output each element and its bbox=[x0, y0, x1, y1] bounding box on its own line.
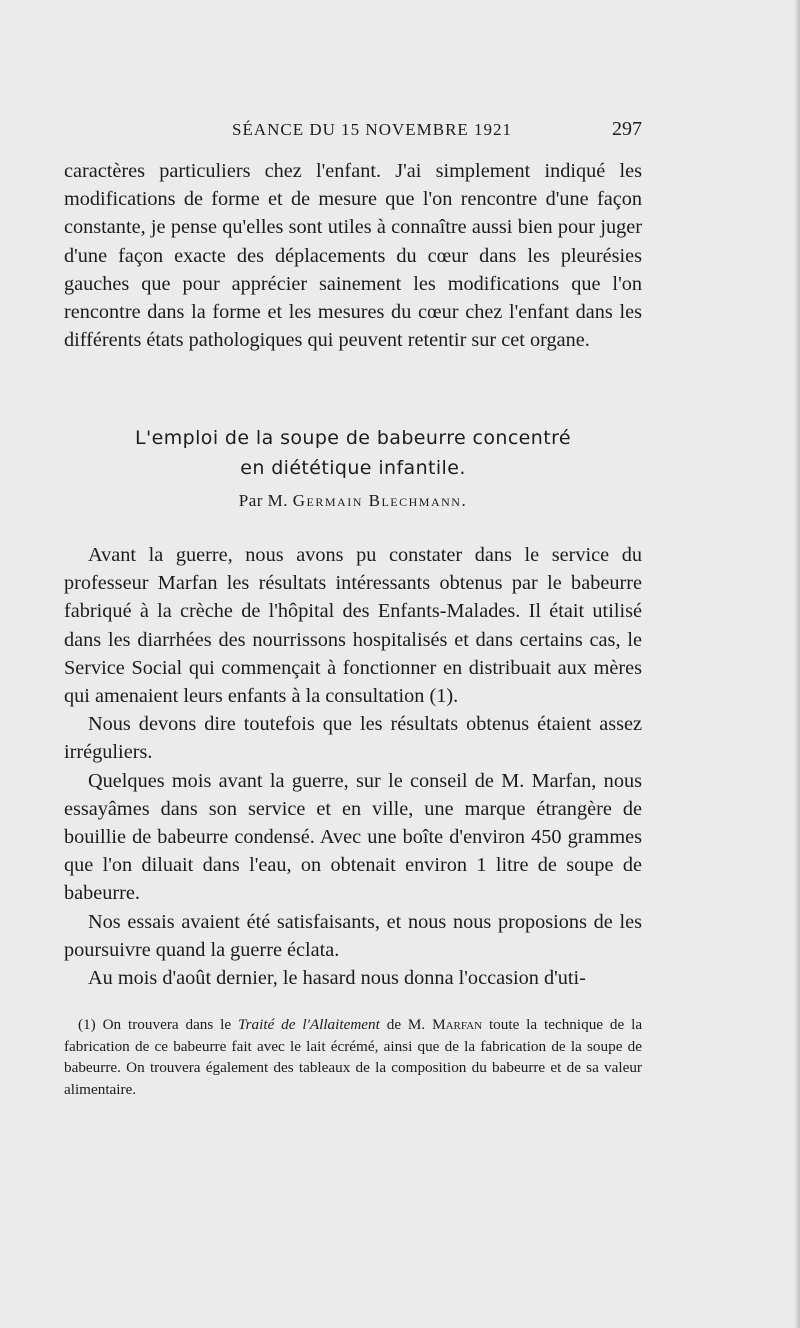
footnote-marker: (1) bbox=[78, 1016, 96, 1033]
footnote-author: Marfan bbox=[432, 1016, 483, 1033]
footnote-after-title: de M. bbox=[386, 1016, 426, 1033]
article-title-line-2: en diététique infantile. bbox=[240, 457, 466, 479]
continuation-paragraph: caractères particuliers chez l'enfant. J'ai simplement indiqué les modifications de forme et de mesure que l'on rencontre d'une façon constante, je pense qu'elles sont utiles à connaître aussi bien pour juger d'une façon exacte des déplacements du cœur dans les pleurésies gauches que pour apprécier sainement les modifications que l'on rencontre dans la forme et les mesures du cœur chez l'enfant dans les différents états pathologiques qui peuvent retentir sur cet organe. bbox=[64, 160, 642, 352]
byline-prefix: Par M. bbox=[238, 491, 289, 510]
footnote bbox=[64, 1014, 642, 1100]
article-title-line-1: L'emploi de la soupe de babeurre concentré bbox=[135, 427, 571, 449]
page-number: 297 bbox=[612, 118, 642, 140]
running-head bbox=[64, 118, 642, 146]
article-paragraph: Nous devons dire toutefois que les résultats obtenus étaient assez irréguliers. bbox=[64, 713, 642, 764]
article-body bbox=[64, 541, 642, 992]
article-paragraph: Nos essais avaient été satisfaisants, et nous nous proposions de les poursuivre quand la guerre éclata. bbox=[64, 910, 642, 961]
running-head-title: SÉANCE DU 15 NOVEMBRE 1921 bbox=[232, 120, 513, 139]
byline-author: Germain Blechmann. bbox=[292, 491, 468, 510]
footnote-book-title: Traité de l'Allaitement bbox=[238, 1016, 380, 1033]
article-paragraph: Au mois d'août dernier, le hasard nous donna l'occasion d'uti- bbox=[88, 967, 586, 990]
footnote-rest: toute la technique de la fabrication de ce babeurre fait avec le lait écrémé, ainsi que de la fabrication de la soupe de babeurre. On trouvera également des tableaux de la composition du babeurre et de sa valeur alimentaire. bbox=[64, 1016, 643, 1098]
article-paragraph: Quelques mois avant la guerre, sur le conseil de M. Marfan, nous essayâmes dans son service et en ville, une marque étrangère de bouillie de babeurre condensé. Avec une boîte d'environ 450 grammes que l'on diluait dans l'eau, on obtenait environ 1 litre de soupe de babeurre. bbox=[64, 769, 642, 905]
article-byline bbox=[64, 491, 642, 511]
continuation-paragraph-block bbox=[64, 157, 642, 354]
article-paragraph: Avant la guerre, nous avons pu constater dans le service du professeur Marfan les résultats intéressants obtenus par le babeurre fabriqué à la crèche de l'hôpital des Enfants-Malades. Il était utilisé dans les diarrhées des nourrissons hospitalisés et dans certains cas, le Service Social qui commençait à fonctionner en distribuait aux mères qui amenaient leurs enfants à la consultation (1). bbox=[64, 544, 642, 708]
footnote-before-title: On trouvera dans le bbox=[102, 1016, 232, 1033]
page-edge-shadow bbox=[794, 0, 800, 1328]
article-title bbox=[64, 423, 642, 483]
footnote-text bbox=[64, 1014, 642, 1100]
